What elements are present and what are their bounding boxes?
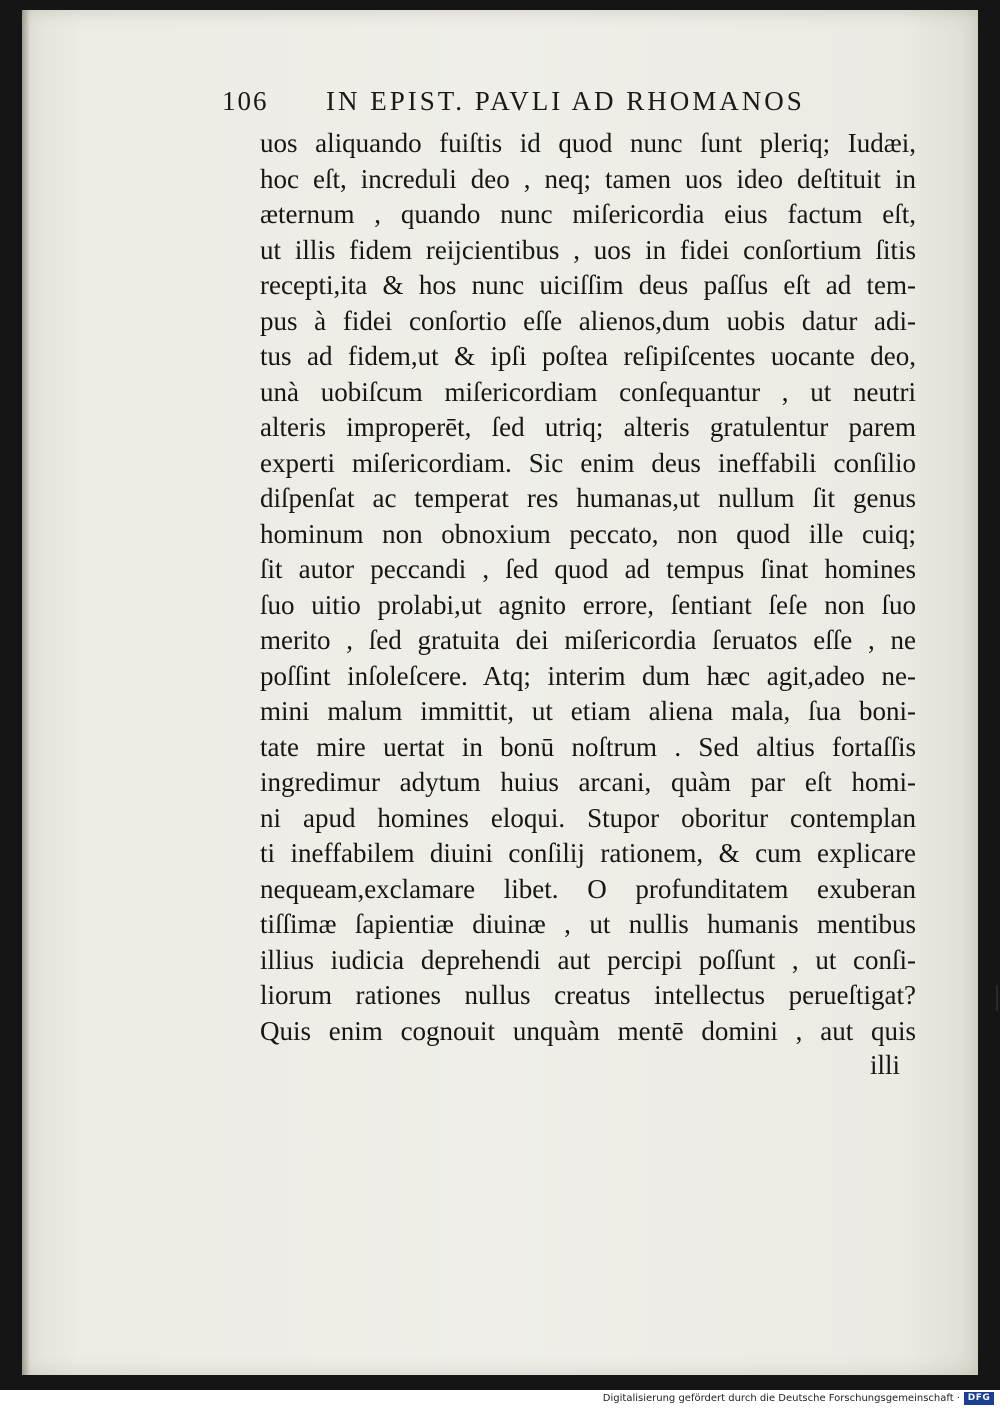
text-line: pus à fidei conſortio eſſe alienos,dum uobis datur adi- [260,305,916,336]
text-line: ti ineffabilem diuini conſilij rationem, & cum explicare [260,838,916,868]
text-line: ſuo uitio prolabi,ut agnito errore, ſentiant ſeſe non ſuo [260,589,916,620]
dfg-logo: DFG [964,1392,994,1405]
text-line: Quis enim cognouit unquàm mentē domini , aut quis [260,1015,916,1046]
text-line: uos aliquando fuiſtis id quod nunc ſunt pleriq; Iudæi, [260,128,916,158]
text-line: tiſſimæ ſapientiæ diuinæ , ut nullis humanis mentibus [260,909,916,939]
text-line: poſſint inſoleſcere. Atq; interim dum hæc agit,adeo ne- [260,660,916,691]
text-line: diſpenſat ac temperat res humanas,ut nullum ſit genus [260,483,916,513]
text-line: alteris improperēt, ſed utriq; alteris gratulentur parem [260,412,916,442]
text-line: recepti,ita & hos nunc uiciſſim deus paſſus eſt ad tem- [260,270,916,300]
text-line: ut illis fidem reijcientibus , uos in fidei conſortium ſitis [260,234,916,265]
text-line: illius iudicia deprehendi aut percipi poſſunt , ut conſi- [260,944,916,975]
text-line: tate mire uertat in bonū noſtrum . Sed altius fortaſſis [260,731,916,762]
text-line: æternum , quando nunc miſericordia eius factum eſt, [260,199,916,229]
text-line: experti miſericordiam. Sic enim deus ineffabili conſilio [260,447,916,478]
gutter-shadow [22,10,30,1375]
text-line: nequeam,exclamare libet. O profunditatem exuberan [260,873,916,904]
text-line: ni apud homines eloqui. Stupor oboritur contemplan [260,802,916,833]
text-line: ingredimur adytum huius arcani, quàm par eſt homi- [260,767,916,797]
funding-credit: Digitalisierung gefördert durch die Deutsche Forschungsgemeinschaft · [602,1393,960,1404]
folio-number: 106 [222,86,269,116]
running-title: IN EPIST. PAVLI AD RHOMANOS [326,86,805,116]
text-line: tus ad fidem,ut & ipſi poſtea reſipiſcentes uocante deo, [260,341,916,371]
text-line: liorum rationes nullus creatus intellectus perueſtigat? [260,980,916,1010]
page-edge-mark [996,985,998,1011]
text-line: hominum non obnoxium peccato, non quod ille cuiq; [260,518,916,549]
text-line: merito , ſed gratuita dei miſericordia ſeruatos eſſe , ne [260,625,916,655]
text-line: ſit autor peccandi , ſed quod ad tempus ſinat homines [260,554,916,584]
text-line: mini malum immittit, ut etiam aliena mala, ſua boni- [260,696,916,726]
page-header [222,86,862,126]
catchword: illi [870,1050,901,1080]
text-block [260,126,916,1049]
text-line: hoc eſt, increduli deo , neq; tamen uos ideo deſtituit in [260,163,916,194]
text-line: unà uobiſcum miſericordiam conſequantur , ut neutri [260,376,916,407]
